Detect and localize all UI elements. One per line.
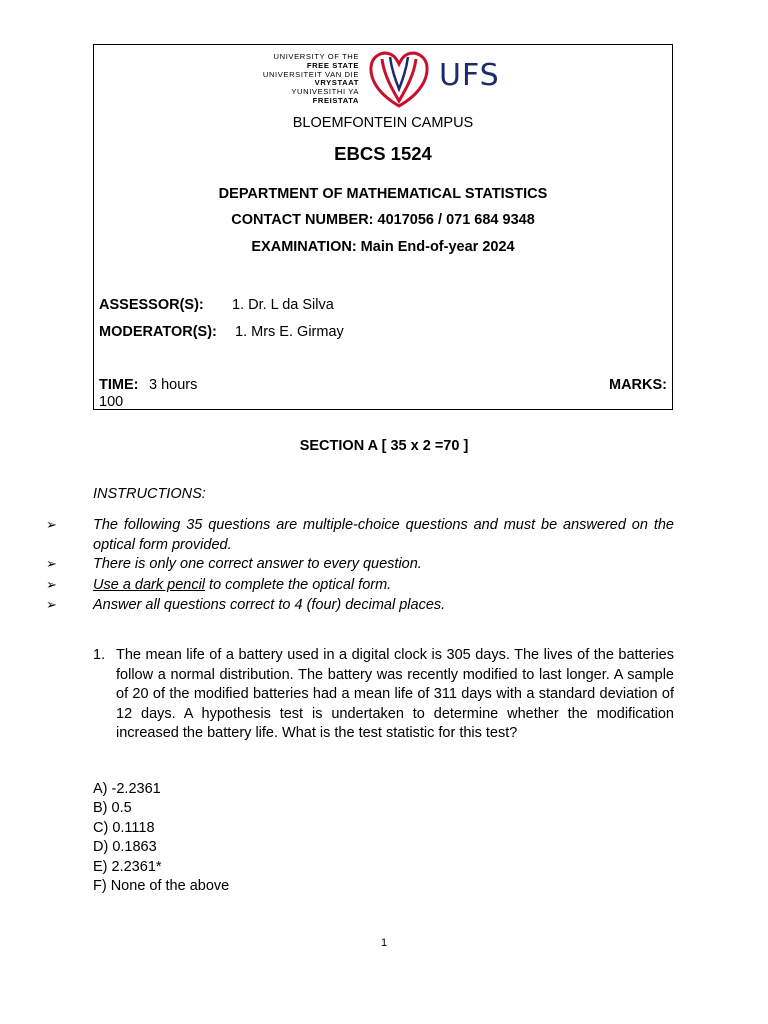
instructions-heading: INSTRUCTIONS:	[93, 486, 206, 502]
option-a: A) -2.2361	[93, 781, 161, 797]
campus-name: BLOEMFONTEIN CAMPUS	[292, 115, 474, 131]
option-c: C) 0.1118	[93, 819, 155, 836]
heart-emblem-icon	[368, 49, 430, 109]
question-text: The mean life of a battery used in a digital clock is 305 days. The lives of the batteries follow a normal distribution. The battery was recently modified to last longer. A sample of 20 of the modified batteries had a mean life of 311 days with a standard deviation of 12 days. A hypothesis test is undertaken to determine whether the modification increased the battery life. What is the test statistic for this test?	[116, 647, 674, 741]
underlined-text: Use a dark pencil	[93, 576, 206, 593]
arrow-bullet-icon: ➢	[46, 557, 57, 572]
assessor-label: ASSESSOR(S):	[99, 297, 204, 313]
answer-options	[93, 780, 229, 896]
university-logo	[244, 49, 534, 109]
examination-title: EXAMINATION: Main End-of-year 2024	[251, 239, 515, 255]
section-title: SECTION A [ 35 x 2 =70 ]	[299, 438, 469, 454]
arrow-bullet-icon: ➢	[46, 598, 57, 613]
arrow-bullet-icon: ➢	[46, 518, 57, 533]
marks-label: MARKS:	[609, 377, 667, 393]
moderator-value: 1. Mrs E. Girmay	[235, 324, 344, 340]
option-f: F) None of the above	[93, 878, 230, 895]
question-1	[93, 646, 674, 744]
instruction-item: ➢ Answer all questions correct to 4 (four) decimal places.	[46, 596, 674, 616]
instruction-item: ➢ The following 35 questions are multiple-choice questions and must be answered on the optical form provided.	[46, 517, 674, 553]
exam-header-box	[93, 44, 673, 410]
moderator-label: MODERATOR(S):	[99, 324, 217, 340]
page-number: 1	[380, 937, 388, 949]
arrow-bullet-icon: ➢	[46, 577, 57, 593]
instructions-list	[46, 516, 674, 616]
assessor-value: 1. Dr. L da Silva	[232, 297, 334, 313]
logo-ufs-text: UFS	[439, 58, 500, 93]
marks-value: 100	[99, 394, 124, 410]
course-code: EBCS 1524	[334, 143, 432, 164]
option-e: E) 2.2361*	[93, 858, 162, 875]
time-label: TIME:	[99, 377, 139, 393]
time-value: 3 hours	[149, 377, 198, 393]
logo-text: UNIVERSITY OF THE FREE STATE UNIVERSITEIT VAN DIE VRYSTAAT YUNIVESITHI YA FREISTATA	[262, 52, 359, 105]
instruction-item: ➢ There is only one correct answer to every question.	[46, 555, 674, 575]
instruction-item: ➢ Use a dark pencil to complete the optical form.	[46, 576, 674, 596]
department-name: DEPARTMENT OF MATHEMATICAL STATISTICS	[218, 186, 548, 202]
option-b: B) 0.5	[93, 800, 132, 817]
question-number: 1.	[93, 647, 106, 663]
contact-number: CONTACT NUMBER: 4017056 / 071 684 9348	[231, 212, 535, 228]
option-d: D) 0.1863	[93, 839, 157, 856]
